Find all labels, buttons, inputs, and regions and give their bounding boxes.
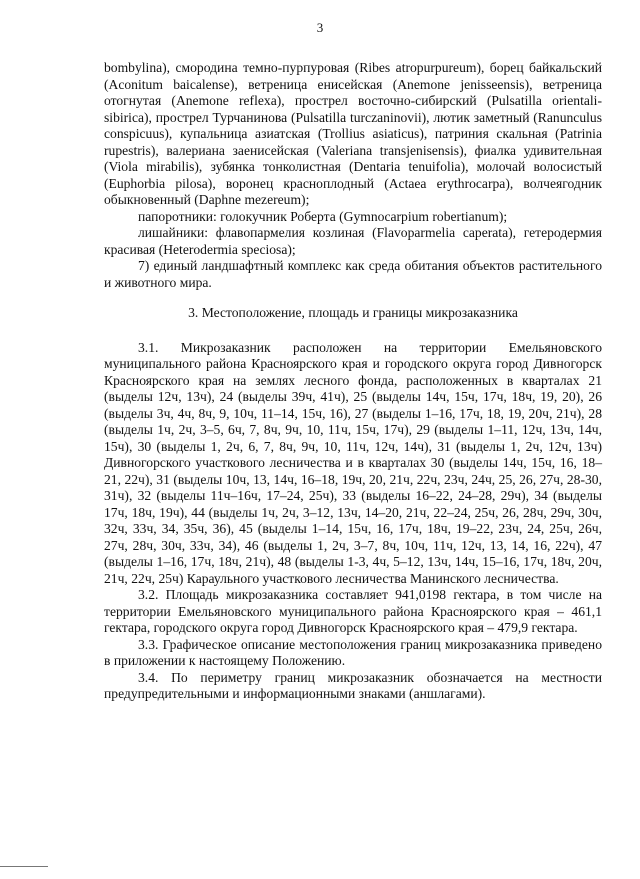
paragraph-3-4: 3.4. По периметру границ микрозаказник обозначается на местности предупредительными и информационными знаками (аншлагами). xyxy=(104,669,602,701)
document-body xyxy=(104,60,602,703)
paragraph-3-3: 3.3. Графическое описание местоположения границ микрозаказника приведено в приложении к настоящему Положению. xyxy=(104,636,602,668)
item-7-paragraph: 7) единый ландшафтный комплекс как среда обитания объектов растительного и животного мира. xyxy=(104,258,602,290)
footer-rule xyxy=(0,866,48,867)
page-number: 3 xyxy=(316,20,324,35)
plants-list-paragraph: bombylina), смородина темно-пурпуровая (Ribes atropurpureum), борец байкальский (Aconitum baicalense), ветреница енисейская (Anemone jenisseensis), ветреница отогнутая (Anemone reflexa), прострел восточно-сибирский (Pulsatilla orientali-sibirica), прострел Турчанинова (Pulsatilla turczaninovii), лютик заметный (Ranunculus conspicuus), купальница азиатская (Trollius asiaticus), патриния скальная (Patrinia rupestris), валериана заенисейская (Valeriana transjenisensis), фиалка удивительная (Viola mirabilis), зубянка тонколистная (Dentaria tenuifolia), молочай волосистый (Euphorbia pilosa), воронец красноплодный (Actaea erythrocarpa), волчеягодник обыкновенный (Daphne mezereum); xyxy=(104,60,602,207)
paragraph-3-1: 3.1. Микрозаказник расположен на территории Емельяновского муниципального района Красноярского края и городского округа город Дивногорск Красноярского края на землях лесного фонда, расположенных в кварталах 21 (выделы 12ч, 13ч), 24 (выделы 39ч, 41ч), 25 (выделы 14ч, 15ч, 17ч, 18ч, 19, 20), 26 (выделы 3ч, 4ч, 8ч, 9, 10ч, 11–14, 15ч, 16), 27 (выделы 1–16, 17ч, 18, 19, 20ч, 21ч), 28 (выделы 1ч, 2ч, 3–5, 6ч, 7, 8ч, 9ч, 10, 11ч, 15ч, 17ч), 29 (выделы 1–11, 12ч, 13ч, 14ч, 15ч), 30 (выделы 1, 2ч, 6, 7, 8ч, 9ч, 10, 11ч, 12ч, 14ч), 31 (выделы 1, 2ч, 12ч, 13ч) Дивногорского участкового лесничества и в кварталах 30 (выделы 14ч, 15ч, 16, 18–21, 22ч), 31 (выделы 10ч, 13, 14ч, 16–18, 19ч, 20, 21ч, 22ч, 23ч, 24ч, 25, 26, 27ч, 28-30, 31ч), 32 (выделы 11ч–16ч, 17–24, 25ч), 33 (выделы 16–22, 24–28, 29ч), 34 (выделы 17ч, 18ч, 19ч), 44 (выделы 1ч, 2ч, 3–12, 13ч, 14–20, 21ч, 22–24, 25ч, 26, 28ч, 29ч, 30ч, 32ч, 33ч, 34, 35ч, 36), 45 (выделы 1–14, 15ч, 16, 17ч, 18ч, 19–22, 23ч, 24, 25ч, 26ч, 27ч, 28ч, 30ч, 33ч, 34), 46 (выделы 1, 2ч, 3–7, 8ч, 10ч, 11ч, 12ч, 13, 14, 16, 22ч), 47 (выделы 1–16, 17ч, 18ч, 21ч), 48 (выделы 1-3, 4ч, 5–12, 13ч, 14ч, 15–16, 17ч, 18ч, 20ч, 21ч, 22ч, 25ч) Караульного участкового лесничества Манинского лесничества. xyxy=(104,339,602,586)
ferns-paragraph: папоротники: голокучник Роберта (Gymnocarpium robertianum); xyxy=(138,208,508,224)
section-heading: 3. Местоположение, площадь и границы микрозаказника xyxy=(188,305,518,320)
paragraph-3-2: 3.2. Площадь микрозаказника составляет 941,0198 гектара, в том числе на территории Емельяновского муниципального района Красноярского края – 461,1 гектара, городского округа город Дивногорск Красноярского края – 479,9 гектара. xyxy=(104,587,602,635)
lichens-paragraph: лишайники: флавопармелия козлиная (Flavoparmelia caperata), гетеродермия красивая (Heterodermia speciosa); xyxy=(104,225,602,257)
